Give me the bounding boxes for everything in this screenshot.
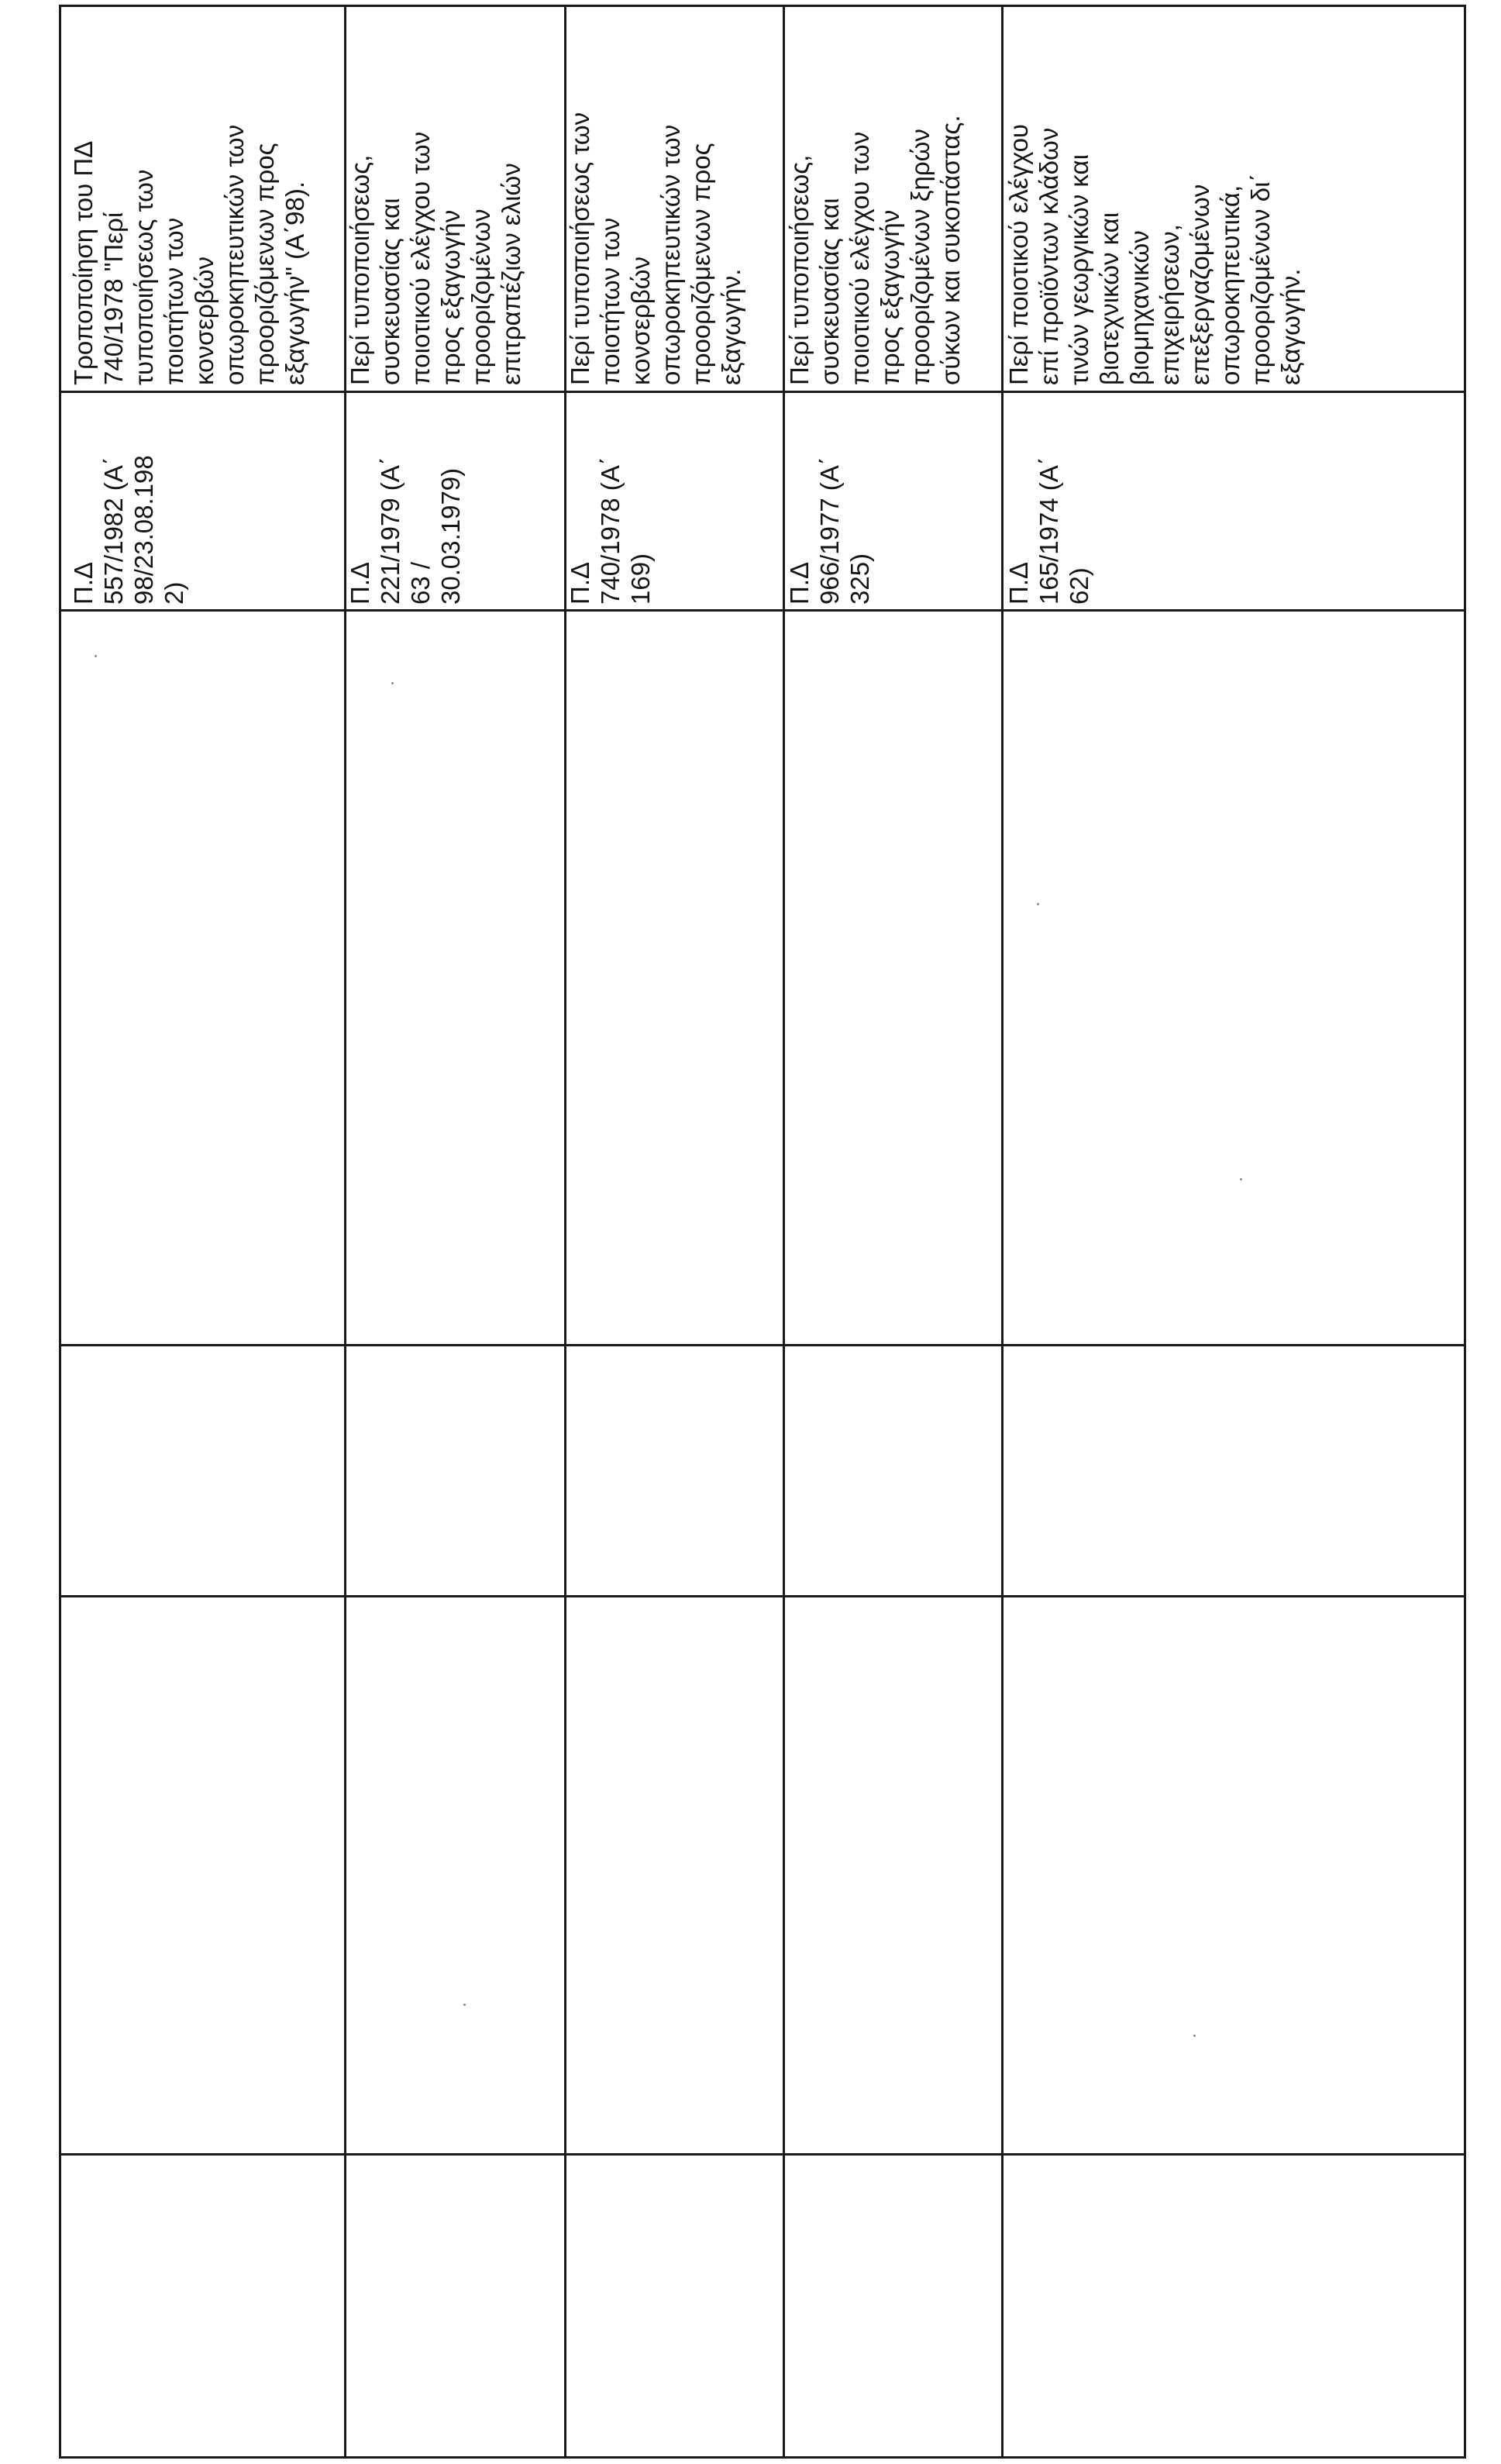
reference-cell: Π.Δ 165/1974 (Α΄ 62) bbox=[1004, 457, 1093, 605]
scan-speck bbox=[463, 2004, 466, 2006]
description-cell: Περί τυποποιήσεως των ποιοτήτων των κονσερβών οπωροκηπευτικών των προοριζόμενων προς εξαγωγήν. bbox=[566, 112, 745, 385]
column-divider bbox=[61, 609, 1464, 612]
reference-cell: Π.Δ 966/1977 (Α΄ 325) bbox=[785, 457, 874, 605]
scan-speck bbox=[95, 655, 97, 657]
column-divider bbox=[61, 1344, 1464, 1346]
scan-speck bbox=[1037, 903, 1039, 905]
column-divider bbox=[61, 1595, 1464, 1597]
scan-speck bbox=[391, 682, 394, 684]
reference-cell: Π.Δ 221/1979 (Α΄ 63 / 30.03.1979) bbox=[346, 457, 465, 605]
description-cell: Περί ποιοτικού ελέγχου επί προϊόντων κλάδων τινών γεωργικών και βιοτεχνικών και βιομηχανικών επιχειρήσεων, επεξεργαζομένων οπωροκηπευτικά, προοριζομένων δι΄ εξαγωγήν. bbox=[1004, 124, 1305, 385]
scan-speck bbox=[1240, 1178, 1242, 1180]
column-divider bbox=[61, 391, 1464, 393]
reference-cell: Π.Δ 557/1982 (Α΄ 98/23.08.198 2) bbox=[69, 455, 188, 605]
description-cell: Περί τυποποιήσεως, συσκευασίας και ποιοτικού ελέγχου των προς εξαγωγήν προοριζομένων επιτραπέζιων ελιών bbox=[346, 131, 525, 385]
column-divider bbox=[61, 2153, 1464, 2156]
description-cell: Περί τυποποιήσεως, συσκευασίας και ποιοτικού ελέγχου των προς εξαγωγήν προοριζομένων ξηρών σύκων και συκοπάστας. bbox=[785, 115, 965, 385]
description-cell: Τροποποίηση του ΠΔ 740/1978 "Περί τυποποιήσεως των ποιοτήτων των κονσερβών οπωροκηπευτικών των προοριζόμενων προς εξαγωγήν" (Α΄98). bbox=[69, 124, 309, 385]
reference-cell: Π.Δ 740/1978 (Α΄ 169) bbox=[566, 457, 655, 605]
scan-speck bbox=[1193, 2035, 1196, 2037]
